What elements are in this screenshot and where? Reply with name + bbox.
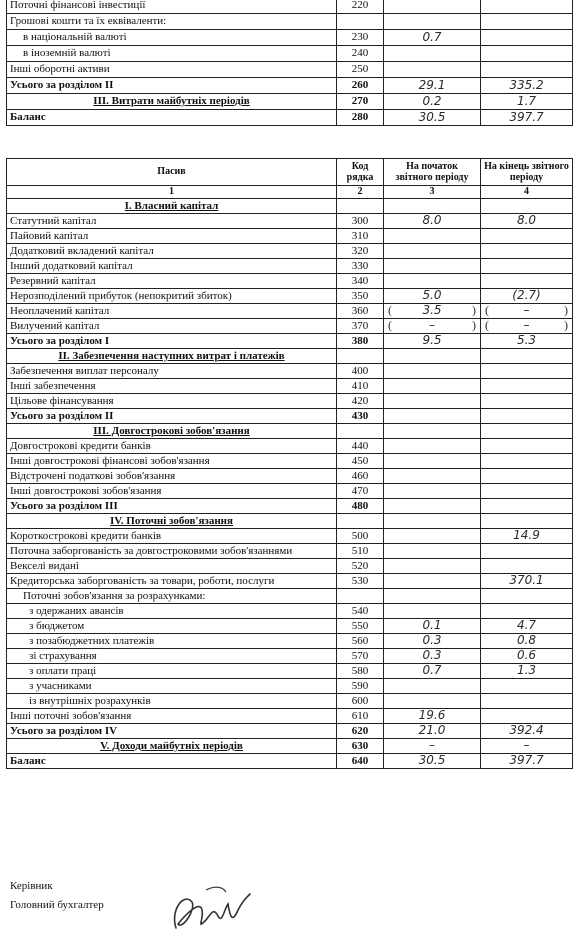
- row-label: Усього за розділом IV: [7, 724, 337, 739]
- handwritten-signature: [166, 880, 256, 940]
- table-row: [7, 379, 573, 394]
- value-period-start: 0.3: [384, 634, 481, 649]
- table-row: [7, 364, 573, 379]
- row-label: III. Витрати майбутніх періодів: [7, 94, 337, 110]
- value-period-end: [481, 514, 573, 529]
- row-code: 340: [337, 274, 384, 289]
- table-row: [7, 469, 573, 484]
- value-period-start: 19.6: [384, 709, 481, 724]
- row-label: Поточні зобов'язання за розрахунками:: [7, 589, 337, 604]
- table-row: [7, 604, 573, 619]
- value-period-start: [384, 514, 481, 529]
- row-code: 360: [337, 304, 384, 319]
- value-period-end: [481, 484, 573, 499]
- row-label: Неоплачений капітал: [7, 304, 337, 319]
- row-label: Додатковий вкладений капітал: [7, 244, 337, 259]
- value-period-start: [384, 0, 481, 14]
- table-row: [7, 619, 573, 634]
- row-label: Статутний капітал: [7, 214, 337, 229]
- table-row: [7, 14, 573, 30]
- row-code: 640: [337, 754, 384, 769]
- table-row: [7, 574, 573, 589]
- row-label: з оплати праці: [7, 664, 337, 679]
- value-period-end: [481, 394, 573, 409]
- row-label: в іноземній валюті: [7, 46, 337, 62]
- value-period-end: 0.8: [481, 634, 573, 649]
- row-label: Інші оборотні активи: [7, 62, 337, 78]
- value-period-end: [481, 46, 573, 62]
- table-row: [7, 394, 573, 409]
- value-period-end: 335.2: [481, 78, 573, 94]
- value-period-end: [481, 379, 573, 394]
- value-period-start: 30.5: [384, 110, 481, 126]
- row-code: 560: [337, 634, 384, 649]
- value-period-start: [384, 439, 481, 454]
- table-column-number-row: [7, 186, 573, 199]
- row-label: Інші довгострокові фінансові зобов'язання: [7, 454, 337, 469]
- table-row: [7, 424, 573, 439]
- row-label: Забезпечення виплат персоналу: [7, 364, 337, 379]
- open-paren: (: [388, 318, 392, 332]
- value-period-start: 29.1: [384, 78, 481, 94]
- table-row: [7, 94, 573, 110]
- value-period-end: [481, 604, 573, 619]
- header-row-code: Код рядка: [337, 159, 384, 186]
- value-period-start: [384, 409, 481, 424]
- director-label: Керівник: [10, 880, 53, 892]
- row-label: IV. Поточні зобов'язання: [7, 514, 337, 529]
- value-period-start: 5.0: [384, 289, 481, 304]
- row-label: із внутрішніх розрахунків: [7, 694, 337, 709]
- row-label: Баланс: [7, 754, 337, 769]
- row-code: 540: [337, 604, 384, 619]
- row-code: 350: [337, 289, 384, 304]
- value-period-end: [481, 259, 573, 274]
- value-period-start: [384, 679, 481, 694]
- row-label: II. Забезпечення наступних витрат і платежів: [7, 349, 337, 364]
- open-paren: (: [485, 303, 489, 317]
- table-row: [7, 739, 573, 754]
- value-period-start: 0.2: [384, 94, 481, 110]
- value-period-end: 392.4: [481, 724, 573, 739]
- row-code: 580: [337, 664, 384, 679]
- table-row: [7, 319, 573, 334]
- row-label: Усього за розділом II: [7, 409, 337, 424]
- value-period-end: 1.7: [481, 94, 573, 110]
- row-label: Інші поточні зобов'язання: [7, 709, 337, 724]
- value-period-start: [384, 349, 481, 364]
- value-period-end: 5.3: [481, 334, 573, 349]
- row-code: 590: [337, 679, 384, 694]
- value-period-start: [384, 199, 481, 214]
- value-period-end: [481, 14, 573, 30]
- assets-table: [6, 0, 573, 126]
- value-period-end: [481, 589, 573, 604]
- value-period-start: [384, 62, 481, 78]
- row-code: [337, 589, 384, 604]
- row-label: I. Власний капітал: [7, 199, 337, 214]
- open-paren: (: [388, 303, 392, 317]
- value-text: 3.5: [422, 303, 442, 318]
- value-period-end: 14.9: [481, 529, 573, 544]
- row-code: 410: [337, 379, 384, 394]
- value-period-start: [384, 14, 481, 30]
- value-period-end: [481, 694, 573, 709]
- value-period-start: 0.7: [384, 30, 481, 46]
- row-label: Кредиторська заборгованість за товари, роботи, послуги: [7, 574, 337, 589]
- value-period-end: [481, 62, 573, 78]
- value-period-end: 0.6: [481, 649, 573, 664]
- value-period-end: [481, 304, 573, 319]
- table-row: [7, 349, 573, 364]
- value-period-start: –: [384, 739, 481, 754]
- row-code: 450: [337, 454, 384, 469]
- value-period-start: [384, 544, 481, 559]
- value-period-end: [481, 709, 573, 724]
- row-code: 300: [337, 214, 384, 229]
- row-code: 320: [337, 244, 384, 259]
- value-period-end: [481, 679, 573, 694]
- table-row: [7, 289, 573, 304]
- row-label: Грошові кошти та їх еквіваленти:: [7, 14, 337, 30]
- row-label: Поточна заборгованість за довгостроковими зобов'язаннями: [7, 544, 337, 559]
- value-period-end: [481, 439, 573, 454]
- value-period-end: [481, 499, 573, 514]
- row-label: Нерозподілений прибуток (непокритий збиток): [7, 289, 337, 304]
- row-code: 250: [337, 62, 384, 78]
- value-period-end: [481, 364, 573, 379]
- value-period-start: 0.3: [384, 649, 481, 664]
- row-label: Баланс: [7, 110, 337, 126]
- row-code: 330: [337, 259, 384, 274]
- row-code: 620: [337, 724, 384, 739]
- row-code: 510: [337, 544, 384, 559]
- table-row: [7, 110, 573, 126]
- row-label: Відстрочені податкові зобов'язання: [7, 469, 337, 484]
- table-row: [7, 754, 573, 769]
- row-code: 380: [337, 334, 384, 349]
- value-period-end: (2.7): [481, 289, 573, 304]
- row-code: 260: [337, 78, 384, 94]
- column-number-2: 2: [337, 186, 384, 199]
- row-code: 500: [337, 529, 384, 544]
- row-code: 610: [337, 709, 384, 724]
- row-label: Поточні фінансові інвестиції: [7, 0, 337, 14]
- value-period-end: [481, 30, 573, 46]
- column-number-1: 1: [7, 186, 337, 199]
- value-period-start: [384, 259, 481, 274]
- row-label: в національній валюті: [7, 30, 337, 46]
- table-row: [7, 30, 573, 46]
- value-period-start: [384, 454, 481, 469]
- row-code: 430: [337, 409, 384, 424]
- row-code: 480: [337, 499, 384, 514]
- row-code: 220: [337, 0, 384, 14]
- table-row: [7, 78, 573, 94]
- row-label: Цільове фінансування: [7, 394, 337, 409]
- row-label: Вилучений капітал: [7, 319, 337, 334]
- value-period-start: [384, 319, 481, 334]
- row-code: [337, 199, 384, 214]
- row-label: Усього за розділом III: [7, 499, 337, 514]
- row-label: Інші довгострокові зобов'язання: [7, 484, 337, 499]
- close-paren: ): [472, 303, 476, 317]
- row-code: 570: [337, 649, 384, 664]
- table-row: [7, 62, 573, 78]
- value-period-start: [384, 304, 481, 319]
- row-label: Довгострокові кредити банків: [7, 439, 337, 454]
- close-paren: ): [472, 318, 476, 332]
- table-row: [7, 214, 573, 229]
- row-code: 310: [337, 229, 384, 244]
- table-row: [7, 544, 573, 559]
- value-period-end: [481, 274, 573, 289]
- row-code: [337, 424, 384, 439]
- open-paren: (: [485, 318, 489, 332]
- table-row: [7, 709, 573, 724]
- table-row: [7, 694, 573, 709]
- value-period-start: 0.7: [384, 664, 481, 679]
- table-row: [7, 304, 573, 319]
- column-number-4: 4: [481, 186, 573, 199]
- value-period-start: [384, 589, 481, 604]
- row-code: 470: [337, 484, 384, 499]
- value-period-start: 30.5: [384, 754, 481, 769]
- row-code: 530: [337, 574, 384, 589]
- value-period-end: –: [481, 739, 573, 754]
- row-label: Інший додатковий капітал: [7, 259, 337, 274]
- value-period-start: [384, 484, 481, 499]
- value-period-start: [384, 574, 481, 589]
- value-period-start: [384, 274, 481, 289]
- value-period-end: [481, 409, 573, 424]
- value-period-end: [481, 349, 573, 364]
- value-period-end: [481, 469, 573, 484]
- table-row: [7, 679, 573, 694]
- table-row: [7, 649, 573, 664]
- row-code: 630: [337, 739, 384, 754]
- row-code: 440: [337, 439, 384, 454]
- table-row: [7, 454, 573, 469]
- chief-accountant-label: Головний бухгалтер: [10, 899, 104, 911]
- value-period-start: [384, 469, 481, 484]
- value-period-end: [481, 319, 573, 334]
- row-label: Векселі видані: [7, 559, 337, 574]
- table-row: [7, 439, 573, 454]
- table-row: [7, 259, 573, 274]
- header-liabilities: Пасив: [7, 159, 337, 186]
- row-label: Пайовий капітал: [7, 229, 337, 244]
- value-period-end: 397.7: [481, 110, 573, 126]
- value-text: –: [523, 318, 530, 333]
- table-row: [7, 244, 573, 259]
- value-period-start: [384, 229, 481, 244]
- value-period-end: 397.7: [481, 754, 573, 769]
- value-period-end: [481, 0, 573, 14]
- row-code: [337, 14, 384, 30]
- row-code: 280: [337, 110, 384, 126]
- value-period-start: [384, 364, 481, 379]
- table-row: [7, 46, 573, 62]
- row-code: 230: [337, 30, 384, 46]
- row-label: Усього за розділом I: [7, 334, 337, 349]
- row-label: з учасниками: [7, 679, 337, 694]
- row-code: 460: [337, 469, 384, 484]
- value-period-end: 1.3: [481, 664, 573, 679]
- table-row: [7, 0, 573, 14]
- value-period-start: [384, 694, 481, 709]
- value-period-end: [481, 199, 573, 214]
- row-code: 520: [337, 559, 384, 574]
- table-row: [7, 664, 573, 679]
- value-period-start: [384, 244, 481, 259]
- value-period-start: 21.0: [384, 724, 481, 739]
- row-label: III. Довгострокові зобов'язання: [7, 424, 337, 439]
- table-row: [7, 484, 573, 499]
- value-period-start: 9.5: [384, 334, 481, 349]
- row-code: 600: [337, 694, 384, 709]
- row-code: 400: [337, 364, 384, 379]
- close-paren: ): [564, 318, 568, 332]
- row-code: 270: [337, 94, 384, 110]
- value-period-end: [481, 544, 573, 559]
- value-period-start: [384, 424, 481, 439]
- header-period-start: На початок звітного періоду: [384, 159, 481, 186]
- liabilities-table: [6, 158, 573, 769]
- table-row: [7, 229, 573, 244]
- value-period-start: [384, 379, 481, 394]
- value-period-end: 8.0: [481, 214, 573, 229]
- table-row: [7, 199, 573, 214]
- table-row: [7, 724, 573, 739]
- table-row: [7, 589, 573, 604]
- row-label: з одержаних авансів: [7, 604, 337, 619]
- value-period-start: [384, 499, 481, 514]
- value-period-end: 4.7: [481, 619, 573, 634]
- value-period-end: [481, 559, 573, 574]
- row-code: 550: [337, 619, 384, 634]
- table-row: [7, 499, 573, 514]
- row-label: Короткострокові кредити банків: [7, 529, 337, 544]
- value-period-start: 8.0: [384, 214, 481, 229]
- row-label: зі страхування: [7, 649, 337, 664]
- column-number-3: 3: [384, 186, 481, 199]
- row-code: [337, 349, 384, 364]
- row-code: 420: [337, 394, 384, 409]
- value-period-start: [384, 394, 481, 409]
- table-row: [7, 559, 573, 574]
- table-row: [7, 274, 573, 289]
- row-label: з позабюджетних платежів: [7, 634, 337, 649]
- value-period-end: [481, 424, 573, 439]
- table-header-row: [7, 159, 573, 186]
- table-row: [7, 529, 573, 544]
- table-row: [7, 634, 573, 649]
- value-period-start: 0.1: [384, 619, 481, 634]
- value-period-end: [481, 454, 573, 469]
- value-text: –: [523, 303, 530, 318]
- value-period-start: [384, 529, 481, 544]
- row-code: 370: [337, 319, 384, 334]
- row-label: Резервний капітал: [7, 274, 337, 289]
- value-text: –: [429, 318, 435, 333]
- value-period-start: [384, 559, 481, 574]
- row-label: з бюджетом: [7, 619, 337, 634]
- table-row: [7, 334, 573, 349]
- value-period-end: [481, 229, 573, 244]
- row-code: 240: [337, 46, 384, 62]
- value-period-start: [384, 46, 481, 62]
- table-row: [7, 514, 573, 529]
- table-row: [7, 409, 573, 424]
- value-period-end: [481, 244, 573, 259]
- header-period-end: На кінець звітного періоду: [481, 159, 573, 186]
- value-period-end: 370.1: [481, 574, 573, 589]
- row-label: V. Доходи майбутніх періодів: [7, 739, 337, 754]
- value-period-start: [384, 604, 481, 619]
- close-paren: ): [564, 303, 568, 317]
- row-code: [337, 514, 384, 529]
- row-label: Інші забезпечення: [7, 379, 337, 394]
- row-label: Усього за розділом II: [7, 78, 337, 94]
